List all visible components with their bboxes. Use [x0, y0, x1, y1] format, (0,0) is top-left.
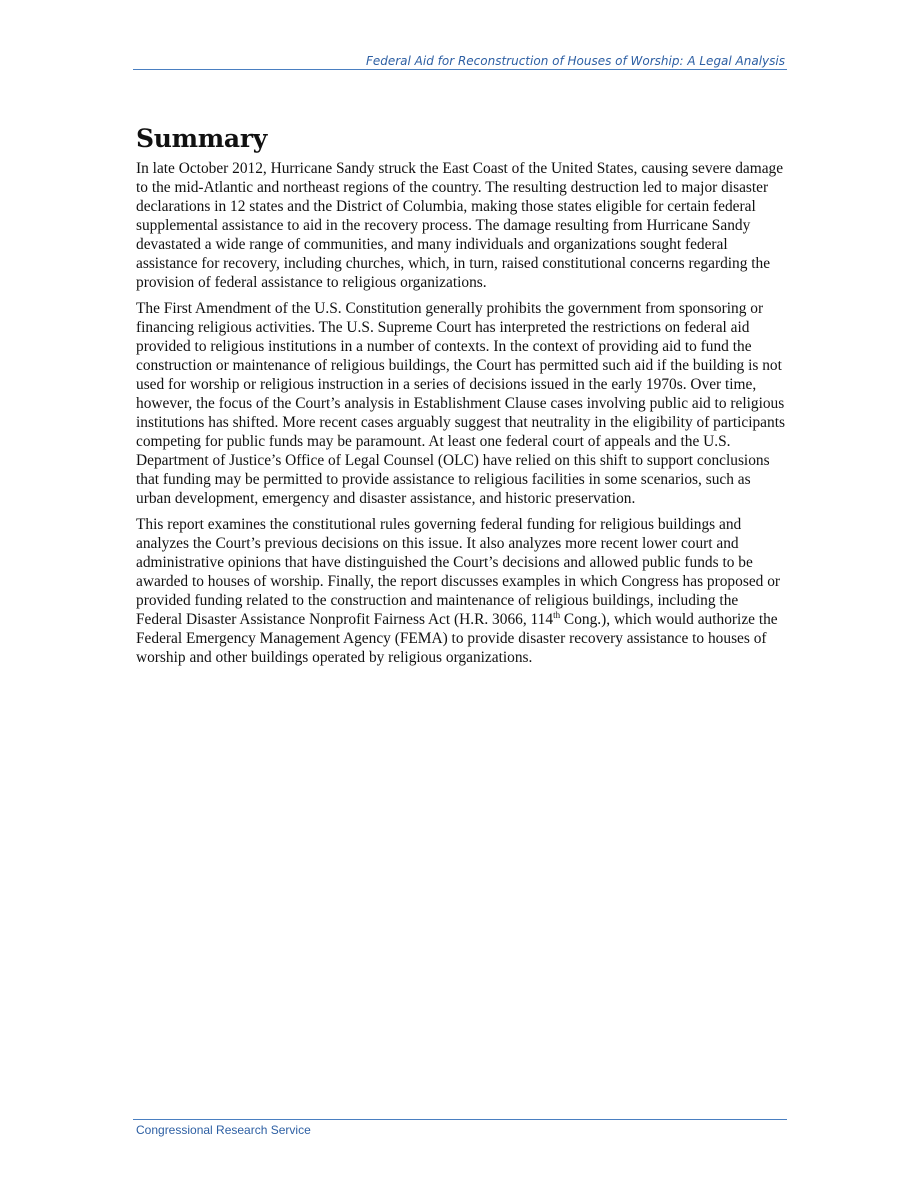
page-footer — [133, 1119, 787, 1137]
paragraph-3-text-b: Cong.), which would authorize the Federal Emergency Management Agency (FEMA) to provide disaster recovery assistance to houses of worship and other buildings operated by religious organizations. — [136, 611, 778, 666]
paragraph-3-text-a: This report examines the constitutional rules governing federal funding for religious buildings and analyzes the Court’s previous decisions on this issue. It also analyzes more recent lower court and administrative opinions that have distinguished the Court’s decisions and allowed public funds to be awarded to houses of worship. Finally, the report discusses examples in which Congress has proposed or provided funding related to the construction and maintenance of religious buildings, including the Federal Disaster Assistance Nonprofit Fairness Act (H.R. 3066, 114 — [136, 516, 781, 628]
summary-paragraph-2: The First Amendment of the U.S. Constitution generally prohibits the government from sponsoring or financing religious activities. The U.S. Supreme Court has interpreted the restrictions on federal aid provided to religious institutions in a number of contexts. In the context of providing aid to fund the construction or maintenance of religious buildings, the Court has permitted such aid if the building is not used for worship or religious instruction in a series of decisions issued in the early 1970s. Over time, however, the focus of the Court’s analysis in Establishment Clause cases involving public aid to religious institutions has shifted. More recent cases arguably suggest that neutrality in the eligibility of participants competing for public funds may be paramount. At least one federal court of appeals and the U.S. Department of Justice’s Office of Legal Counsel (OLC) have relied on this shift to support conclusions that funding may be permitted to provide assistance to religious facilities in some scenarios, such as urban development, emergency and disaster assistance, and historic preservation. — [136, 300, 785, 507]
section-heading: Summary — [136, 124, 267, 153]
summary-paragraph-3 — [136, 515, 786, 667]
report-running-title: Federal Aid for Reconstruction of Houses of Worship: A Legal Analysis — [365, 54, 785, 68]
ordinal-superscript: th — [553, 609, 561, 620]
summary-section — [136, 124, 786, 674]
page-header — [133, 53, 787, 70]
summary-paragraph-1: In late October 2012, Hurricane Sandy struck the East Coast of the United States, causing severe damage to the mid-Atlantic and northeast regions of the country. The resulting destruction led to major disaster declarations in 12 states and the District of Columbia, making those states eligible for certain federal supplemental assistance to aid in the recovery process. The damage resulting from Hurricane Sandy devastated a wide range of communities, and many individuals and organizations sought federal assistance for recovery, including churches, which, in turn, raised constitutional concerns regarding the provision of federal assistance to religious organizations. — [136, 160, 784, 291]
footer-organization: Congressional Research Service — [136, 1123, 311, 1137]
